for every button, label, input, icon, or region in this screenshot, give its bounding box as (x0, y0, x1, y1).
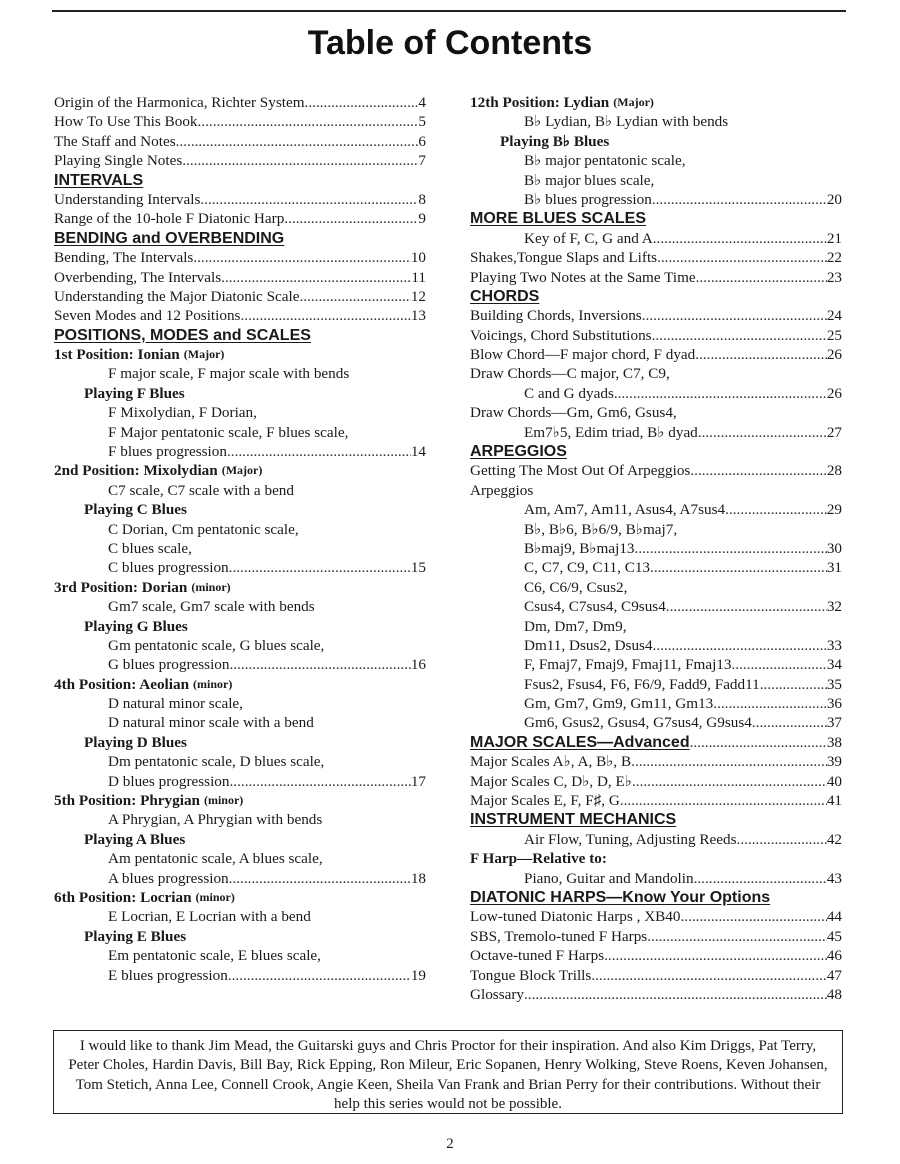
toc-entry-text: Understanding Intervals (54, 190, 201, 208)
toc-entry-text: MORE BLUES SCALES (470, 210, 647, 228)
dot-leader (680, 907, 826, 926)
toc-row (470, 578, 842, 597)
toc-row (470, 791, 842, 810)
toc-row (470, 306, 842, 325)
toc-page-number: 4 (418, 93, 426, 111)
dot-leader (666, 597, 827, 616)
toc-section-heading (470, 209, 842, 228)
toc-entry-text: Gm, Gm7, Gm9, Gm11, Gm13 (524, 695, 714, 713)
toc-entry-text: Overbending, The Intervals (54, 268, 222, 286)
toc-row (470, 655, 842, 674)
dot-leader (227, 442, 411, 461)
dot-leader (229, 869, 411, 888)
toc-entry-text: Playing G Blues (84, 617, 188, 635)
dot-leader (632, 772, 827, 791)
toc-section-heading (470, 442, 842, 461)
toc-row (54, 364, 426, 383)
toc-row (54, 268, 426, 287)
toc-page-number: 42 (826, 830, 842, 848)
toc-entry-text: 6th Position: Locrian (54, 889, 192, 906)
page-title: Table of Contents (307, 24, 593, 62)
toc-entry-text: How To Use This Book (54, 113, 198, 131)
toc-section-heading (470, 733, 842, 752)
toc-entry-text: 2nd Position: Mixolydian (54, 462, 218, 480)
toc-entry-text: F Major pentatonic scale, F blues scale, (108, 423, 349, 441)
toc-page-number: 15 (410, 559, 426, 577)
toc-entry-text: INSTRUMENT MECHANICS (470, 811, 677, 829)
toc-row (470, 830, 842, 849)
toc-row (470, 326, 842, 345)
toc-entry-text: Playing F Blues (84, 384, 185, 402)
toc-entry-text: F Harp—Relative to: (470, 850, 607, 868)
toc-row (470, 345, 842, 364)
toc-row (54, 869, 426, 888)
toc-row (54, 209, 426, 228)
dot-leader (524, 985, 827, 1004)
toc-row (54, 772, 426, 791)
toc-entry-text: C7 scale, C7 scale with a bend (108, 481, 294, 499)
toc-entry-text: G blues progression (108, 656, 230, 674)
toc-row (54, 946, 426, 965)
toc-entry-text: Origin of the Harmonica, Richter System (54, 93, 305, 111)
dot-leader (694, 869, 827, 888)
toc-subheading (470, 132, 842, 151)
toc-row (54, 248, 426, 267)
toc-page-number: 6 (418, 132, 426, 150)
toc-page-number: 13 (410, 307, 426, 325)
dot-leader (696, 268, 827, 287)
toc-row (470, 364, 842, 383)
toc-row (470, 694, 842, 713)
toc-row (470, 423, 842, 442)
toc-row (54, 287, 426, 306)
dot-leader (198, 112, 419, 131)
toc-page-number: 19 (410, 966, 426, 984)
toc-entry-text: 4th Position: Aeolian (54, 675, 190, 693)
toc-entry-text: Piano, Guitar and Mandolin (524, 869, 694, 887)
toc-page-number: 32 (826, 598, 842, 616)
toc-entry-text: B♭ blues progression (524, 190, 652, 208)
toc-page-number: 37 (826, 714, 842, 732)
toc-entry-text: Playing Single Notes (54, 152, 183, 170)
dot-leader (635, 539, 827, 558)
toc-page-number: 44 (826, 908, 842, 926)
toc-entry-text: F, Fmaj7, Fmaj9, Fmaj11, Fmaj13 (524, 656, 732, 674)
toc-row (54, 539, 426, 558)
toc-position-heading (54, 791, 426, 810)
toc-page-number: 18 (410, 869, 426, 887)
toc-row (54, 306, 426, 325)
dot-leader (713, 694, 827, 713)
toc-page-number: 9 (418, 210, 426, 228)
toc-page-number: 31 (826, 559, 842, 577)
toc-row (470, 617, 842, 636)
toc-section-heading (54, 326, 426, 345)
toc-page-number: 12 (410, 287, 426, 305)
toc-row (470, 112, 842, 131)
toc-page-number: 35 (826, 675, 842, 693)
toc-row (470, 171, 842, 190)
toc-entry-text: Seven Modes and 12 Positions (54, 307, 241, 325)
toc-entry-text: Major Scales C, D♭, D, E♭ (470, 772, 632, 790)
dot-leader (732, 655, 827, 674)
dot-leader (752, 713, 827, 732)
toc-entry-text: Em7♭5, Edim triad, B♭ dyad (524, 423, 698, 441)
toc-position-heading (54, 888, 426, 907)
toc-subheading (54, 733, 426, 752)
toc-row (470, 869, 842, 888)
toc-section-heading (54, 171, 426, 190)
toc-entry-text: C and G dyads (524, 384, 614, 402)
toc-page-number: 23 (826, 268, 842, 286)
toc-row (54, 481, 426, 500)
toc-entry-text: SBS, Tremolo-tuned F Harps (470, 927, 648, 945)
toc-entry-text: D natural minor scale with a bend (108, 714, 314, 732)
toc-entry-text: Getting The Most Out Of Arpeggios (470, 462, 691, 480)
dot-leader (229, 558, 411, 577)
acknowledgement-box: I would like to thank Jim Mead, the Guitarski guys and Chris Proctor for their inspiration. And also Kim Driggs, Pat Terry, Peter Choles, Hardin Davis, Bill Bay, Rick Epping, Ron Mileur, Eric Sopanen, Henry Wolking, Steve Roens, Keven Johansen, Tom Stetich, Anna Lee, Connell Crook, Angie Keen, Sheila Van Frank and Brian Perry for their contributions. Without their help this series would not be possible. (53, 1030, 843, 1114)
toc-page-number: 10 (410, 249, 426, 267)
toc-page-number: 7 (418, 152, 426, 170)
toc-page-number: 17 (410, 772, 426, 790)
toc-row (470, 384, 842, 403)
toc-position-heading (470, 849, 842, 868)
toc-entry-text: Major Scales E, F, F♯, G (470, 792, 620, 810)
toc-page-number: 24 (826, 307, 842, 325)
toc-page-number: 41 (826, 792, 842, 810)
toc-row (470, 520, 842, 539)
toc-position-heading (470, 93, 842, 112)
dot-leader (230, 655, 411, 674)
toc-entry-text: Blow Chord—F major chord, F dyad (470, 346, 696, 364)
dot-leader (698, 423, 827, 442)
position-quality: (minor) (195, 890, 235, 904)
dot-leader (725, 500, 827, 519)
toc-section-heading (470, 810, 842, 829)
dot-leader (737, 830, 827, 849)
dot-leader (176, 132, 419, 151)
toc-row (470, 772, 842, 791)
toc-entry-text: A blues progression (108, 869, 229, 887)
toc-right-column (470, 93, 842, 1004)
dot-leader (284, 209, 418, 228)
toc-entry-text: B♭, B♭6, B♭6/9, B♭maj7, (524, 520, 678, 538)
position-quality: (minor) (203, 793, 244, 808)
toc-page-number: 22 (826, 249, 842, 267)
dot-leader (650, 558, 827, 577)
toc-position-heading (54, 345, 426, 364)
dot-leader (299, 287, 410, 306)
toc-page-number: 21 (826, 229, 842, 247)
toc-entry-text: Fsus2, Fsus4, F6, F6/9, Fadd9, Fadd11 (524, 675, 760, 693)
position-quality: (minor) (191, 579, 231, 594)
toc-page-number: 29 (826, 501, 842, 519)
toc-entry-text: Arpeggios (470, 481, 534, 499)
dot-leader (647, 927, 827, 946)
toc-entry-text: BENDING and OVERBENDING (54, 229, 285, 247)
toc-entry-text: Em pentatonic scale, E blues scale, (108, 947, 321, 965)
toc-row (470, 461, 842, 480)
toc-entry-text: The Staff and Notes (54, 132, 176, 150)
toc-page-number: 43 (826, 869, 842, 887)
toc-row (54, 907, 426, 926)
toc-entry-text: E Locrian, E Locrian with a bend (108, 908, 311, 926)
toc-entry-text: F Mixolydian, F Dorian, (108, 404, 257, 422)
toc-row (470, 403, 842, 422)
toc-row (470, 752, 842, 771)
toc-row (470, 907, 842, 926)
toc-row (470, 248, 842, 267)
toc-row (54, 442, 426, 461)
toc-subheading (54, 384, 426, 403)
toc-row (54, 849, 426, 868)
toc-entry-text: Building Chords, Inversions (470, 307, 642, 325)
toc-entry-text: B♭ major blues scale, (524, 171, 655, 189)
toc-row (470, 927, 842, 946)
toc-entry-text: Am pentatonic scale, A blues scale, (108, 850, 323, 868)
toc-entry-text: Shakes,Tongue Slaps and Lifts (470, 249, 658, 267)
toc-entry-text: C6, C6/9, Csus2, (524, 578, 628, 596)
dot-leader (760, 675, 827, 694)
toc-page-number: 27 (826, 423, 842, 441)
position-quality: (Major) (183, 347, 225, 362)
dot-leader (620, 791, 827, 810)
toc-row (470, 966, 842, 985)
toc-row (54, 810, 426, 829)
dot-leader (193, 248, 410, 267)
dot-leader (591, 966, 827, 985)
toc-page-number: 16 (410, 656, 426, 674)
toc-entry-text: POSITIONS, MODES and SCALES (54, 326, 311, 344)
toc-subheading (54, 617, 426, 636)
toc-entry-text: Tongue Block Trills (470, 966, 592, 984)
toc-page-number: 26 (826, 346, 842, 364)
toc-page-number: 39 (826, 753, 842, 771)
position-quality: (Major) (613, 94, 654, 109)
toc-subheading (54, 500, 426, 519)
toc-row (54, 558, 426, 577)
toc-entry-text: Gm7 scale, Gm7 scale with bends (108, 598, 315, 616)
toc-row (470, 190, 842, 209)
toc-entry-text: Gm pentatonic scale, G blues scale, (108, 636, 325, 654)
toc-entry-text: Glossary (470, 985, 524, 1003)
toc-page-number: 38 (826, 733, 842, 751)
dot-leader (690, 733, 827, 752)
toc-section-heading (470, 888, 842, 907)
toc-entry-text: E blues progression (108, 966, 228, 984)
top-rule (52, 10, 846, 12)
toc-page-number: 46 (826, 947, 842, 965)
toc-entry-text: Playing A Blues (84, 830, 186, 848)
toc-entry-text: Draw Chords—Gm, Gm6, Gsus4, (470, 404, 677, 422)
toc-entry-text: Dm11, Dsus2, Dsus4 (524, 636, 653, 654)
position-quality: (Major) (221, 463, 263, 478)
toc-page-number: 25 (826, 326, 842, 344)
toc-entry-text: C, C7, C9, C11, C13 (524, 559, 651, 577)
toc-row (54, 112, 426, 131)
dot-leader (653, 636, 827, 655)
toc-row (470, 597, 842, 616)
toc-entry-text: D blues progression (108, 772, 230, 790)
toc-entry-text: Playing Two Notes at the Same Time (470, 268, 696, 286)
toc-row (54, 597, 426, 616)
dot-leader (228, 966, 411, 985)
toc-entry-text: C blues progression (108, 559, 229, 577)
toc-row (54, 132, 426, 151)
dot-leader (642, 306, 827, 325)
toc-page-number: 11 (411, 268, 426, 286)
toc-entry-text: 12th Position: Lydian (470, 93, 610, 111)
toc-page-number: 30 (826, 539, 842, 557)
toc-entry-text: Bending, The Intervals (54, 249, 194, 267)
dot-leader (652, 190, 827, 209)
toc-page-number: 47 (826, 966, 842, 984)
toc-entry-text: D natural minor scale, (108, 695, 243, 713)
toc-row (54, 520, 426, 539)
toc-page-number: 33 (826, 636, 842, 654)
toc-page-number: 5 (418, 113, 426, 131)
toc-row (54, 752, 426, 771)
toc-entry-text: Octave-tuned F Harps (470, 947, 605, 965)
toc-row (470, 268, 842, 287)
toc-row (54, 694, 426, 713)
toc-page-number: 26 (826, 384, 842, 402)
toc-row (54, 966, 426, 985)
toc-page-number: 34 (826, 656, 842, 674)
dot-leader (653, 229, 827, 248)
toc-entry-text: C blues scale, (108, 539, 192, 557)
toc-entry-text: Range of the 10-hole F Diatonic Harp (54, 210, 285, 228)
toc-row (470, 985, 842, 1004)
toc-entry-text: Dm, Dm7, Dm9, (524, 617, 627, 635)
toc-row (470, 558, 842, 577)
toc-entry-text: Playing E Blues (84, 927, 187, 945)
toc-entry-text: Understanding the Major Diatonic Scale (54, 287, 300, 305)
toc-entry-text: Playing B♭ Blues (500, 132, 610, 150)
toc-entry-text: C Dorian, Cm pentatonic scale, (108, 520, 299, 538)
toc-row (470, 946, 842, 965)
dot-leader (200, 190, 418, 209)
dot-leader (657, 248, 827, 267)
toc-entry-text: Air Flow, Tuning, Adjusting Reeds (524, 830, 737, 848)
dot-leader (240, 306, 410, 325)
toc-row (54, 190, 426, 209)
toc-entry-text: 3rd Position: Dorian (54, 578, 188, 596)
toc-entry-text: 1st Position: Ionian (54, 346, 180, 364)
toc-row (54, 93, 426, 112)
dot-leader (230, 772, 411, 791)
toc-entry-text: MAJOR SCALES—Advanced (470, 733, 690, 751)
toc-entry-text: F blues progression (108, 443, 227, 461)
toc-row (54, 714, 426, 733)
toc-entry-text: B♭ major pentatonic scale, (524, 152, 686, 170)
toc-row (54, 403, 426, 422)
toc-row (54, 655, 426, 674)
toc-entry-text: Low-tuned Diatonic Harps , XB40 (470, 908, 681, 926)
dot-leader (695, 345, 827, 364)
toc-row (470, 500, 842, 519)
toc-left-column (54, 93, 426, 985)
toc-entry-text: Playing C Blues (84, 501, 187, 519)
toc-page-number: 20 (826, 190, 842, 208)
dot-leader (305, 93, 419, 112)
dot-leader (604, 946, 827, 965)
toc-page-number: 45 (826, 927, 842, 945)
toc-row (54, 636, 426, 655)
dot-leader (631, 752, 827, 771)
toc-entry-text: Major Scales A♭, A, B♭, B (470, 753, 632, 771)
toc-row (54, 151, 426, 170)
toc-row (54, 423, 426, 442)
toc-entry-text: INTERVALS (54, 171, 144, 189)
toc-subheading (54, 830, 426, 849)
toc-entry-text: Voicings, Chord Substitutions (470, 326, 652, 344)
toc-entry-text: 5th Position: Phrygian (54, 792, 200, 810)
dot-leader (614, 384, 827, 403)
toc-entry-text: Gm6, Gsus2, Gsus4, G7sus4, G9sus4 (524, 714, 752, 732)
toc-page-number: 14 (410, 443, 426, 461)
toc-row (470, 229, 842, 248)
toc-position-heading (54, 461, 426, 480)
toc-row (470, 151, 842, 170)
toc-position-heading (54, 675, 426, 694)
toc-entry-text: F major scale, F major scale with bends (108, 365, 350, 383)
toc-entry-text: B♭maj9, B♭maj13 (524, 539, 635, 557)
toc-page-number: 48 (826, 985, 842, 1003)
toc-page-number: 40 (826, 772, 842, 790)
toc-row (470, 675, 842, 694)
dot-leader (652, 326, 827, 345)
toc-entry-text: CHORDS (470, 287, 540, 305)
toc-page-number: 8 (418, 190, 426, 208)
toc-row (470, 481, 842, 500)
toc-section-heading (54, 229, 426, 248)
toc-page-number: 36 (826, 695, 842, 713)
toc-entry-text: Draw Chords—C major, C7, C9, (470, 365, 670, 383)
toc-entry-text: B♭ Lydian, B♭ Lydian with bends (524, 113, 729, 131)
page-number: 2 (446, 1136, 454, 1152)
toc-entry-text: Csus4, C7sus4, C9sus4 (524, 598, 666, 616)
toc-entry-text: Am, Am7, Am11, Asus4, A7sus4 (524, 501, 726, 519)
toc-page-number: 28 (826, 462, 842, 480)
toc-row (470, 714, 842, 733)
position-quality: (minor) (193, 676, 233, 691)
dot-leader (690, 461, 826, 480)
toc-entry-text: A Phrygian, A Phrygian with bends (108, 811, 323, 829)
dot-leader (221, 268, 411, 287)
toc-row (470, 636, 842, 655)
dot-leader (182, 151, 418, 170)
toc-section-heading (470, 287, 842, 306)
toc-entry-text: DIATONIC HARPS—Know Your Options (470, 889, 771, 906)
toc-position-heading (54, 578, 426, 597)
toc-subheading (54, 927, 426, 946)
toc-row (470, 539, 842, 558)
toc-entry-text: Dm pentatonic scale, D blues scale, (108, 753, 325, 771)
toc-entry-text: ARPEGGIOS (470, 443, 567, 461)
toc-entry-text: Playing D Blues (84, 733, 187, 751)
toc-entry-text: Key of F, C, G and A (524, 229, 653, 247)
